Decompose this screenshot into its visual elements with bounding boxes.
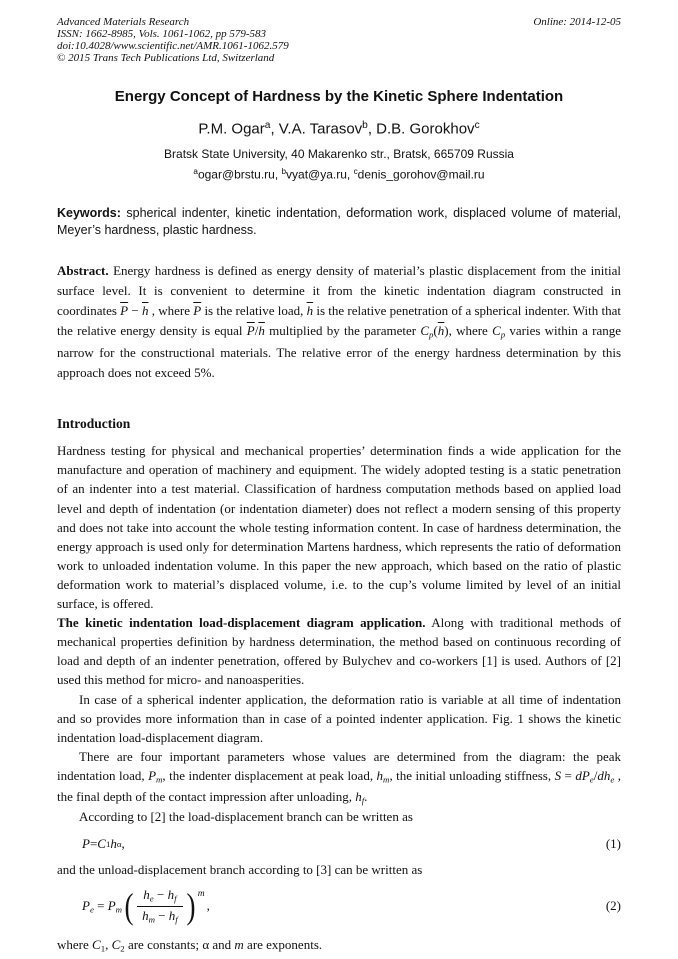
text-segment: where [57, 937, 93, 953]
text-segment: C [420, 323, 429, 339]
close-paren-glyph: ) [186, 886, 196, 926]
text-segment: ), where [444, 323, 493, 339]
text-segment: α [116, 839, 122, 850]
text-segment: are constants; α and [124, 937, 235, 953]
keywords-paragraph [57, 205, 621, 240]
text-segment: 1 [100, 943, 106, 954]
text-segment: m [148, 914, 155, 925]
text-segment: / [593, 768, 598, 784]
text-segment: h [142, 907, 149, 923]
text-segment: c [474, 120, 480, 131]
text-segment: P [107, 897, 116, 913]
equation-2-body [57, 887, 210, 925]
text-segment: h [110, 836, 117, 852]
text-segment: ogar@brstu.ru, [197, 167, 282, 182]
text-segment: , [121, 836, 125, 852]
text-segment: e [89, 904, 94, 915]
text-segment: − [153, 887, 168, 903]
text-segment: e [149, 893, 154, 904]
text-segment: $\overline{P}$ [246, 323, 255, 339]
journal-info-block [57, 16, 289, 64]
text-segment: f [175, 914, 178, 925]
text-segment: are exponents. [243, 937, 323, 953]
open-paren-glyph: ( [124, 886, 134, 926]
text-segment: Abstract. [57, 262, 109, 278]
text-segment: , V.A. Tarasov [270, 120, 363, 138]
text-segment: = [93, 897, 108, 913]
text-segment: C [492, 323, 501, 339]
text-segment: 1 [105, 839, 111, 850]
equation-2-fraction [137, 887, 183, 925]
text-segment: , the indenter displacement at peak load, [162, 768, 377, 784]
text-segment: e [610, 774, 615, 785]
text-segment: p [428, 329, 434, 340]
text-segment: is the relative load, [201, 303, 307, 319]
doi-line: doi:10.4028/www.scientific.net/AMR.1061-1062.579 [57, 40, 289, 52]
text-segment: c [353, 166, 358, 176]
text-segment: p [500, 329, 506, 340]
text-segment: . [364, 788, 368, 804]
fraction-numerator [137, 887, 183, 906]
four-parameters-paragraph [57, 747, 621, 807]
text-segment: f [174, 893, 177, 904]
text-segment: h [167, 887, 175, 903]
text-segment: $\overline{h}$ [258, 323, 265, 339]
text-segment: Along with traditional methods of mechanical properties definition by hardness determination, the method based on continuous recording of load and depth of an indenter penetration, offered by Bulychev and co-workers [1] is used. Authors of [2] used this method for micro- and nanoasperities. [57, 615, 621, 688]
according-paragraph: According to [2] the load-displacement branch can be written as [79, 808, 413, 824]
text-segment: ( [433, 323, 438, 339]
text-segment: − [128, 303, 142, 319]
text-segment: There are four important parameters whose values are determined from the diagram: the peak indentation load, [57, 748, 621, 784]
text-segment: m [234, 937, 244, 953]
journal-name: Advanced Materials Research [57, 16, 190, 28]
text-segment: P.M. Ogar [198, 120, 265, 138]
text-segment: S [554, 768, 562, 784]
text-segment: dP [575, 768, 590, 784]
text-segment: , where [148, 303, 194, 319]
text-segment: dh [597, 768, 611, 784]
text-segment: a [193, 166, 198, 176]
equation-1 [57, 836, 621, 852]
text-segment: $\overline{h}$ [306, 303, 314, 319]
text-segment: b [281, 166, 287, 176]
text-segment: , D.B. Gorokhov [367, 120, 475, 138]
text-segment: P [148, 768, 157, 784]
text-segment: C [97, 836, 106, 852]
text-segment: Keywords: [57, 206, 127, 221]
text-segment: denis_gorohov@mail.ru [357, 167, 485, 182]
kinetic-diagram-paragraph [57, 613, 621, 689]
fraction-denominator [137, 906, 183, 926]
equation-2 [57, 887, 621, 925]
equation-1-body [57, 836, 125, 852]
authors-line [57, 120, 621, 138]
copyright-line: © 2015 Trans Tech Publications Ltd, Switzerland [57, 52, 275, 64]
text-segment: Energy hardness is defined as energy density of material’s plastic displacement from the initial surface level. It is convenient to determine it from the kinetic indentation diagram constructed in coordinates [57, 262, 621, 319]
text-segment: m [156, 774, 163, 785]
issn-line: ISSN: 1662-8985, Vols. 1061-1062, pp 579-583 [57, 28, 266, 40]
text-segment: The kinetic indentation load-displacement diagram application. [57, 615, 426, 631]
text-segment: − [154, 907, 169, 923]
text-segment: , the initial unloading stiffness, [389, 768, 555, 784]
equation-1-number: (1) [605, 836, 621, 852]
text-segment: , [105, 937, 112, 953]
constants-paragraph [57, 935, 621, 955]
text-segment: spherical indenter, kinetic indentation, deformation work, displaced volume of material, Meyer’s hardness, plastic hardness. [57, 206, 621, 238]
text-segment: C [111, 937, 121, 953]
text-segment: P [82, 836, 90, 852]
unload-branch-paragraph: and the unload-displacement branch according to [3] can be written as [57, 862, 423, 878]
text-segment: $\overline{h}$ [437, 323, 445, 339]
text-segment: $\overline{P}$ [193, 303, 202, 319]
text-segment: is the relative penetration of a spherical indenter. With that the relative energy density is equal [57, 303, 621, 339]
text-segment: b [362, 120, 368, 131]
equation-2-exponent: m [197, 889, 205, 900]
text-segment: h [143, 887, 150, 903]
equation-2-tail: , [206, 898, 210, 914]
emails-line [57, 167, 621, 181]
equation-2-number: (2) [605, 898, 621, 914]
abstract-paragraph [57, 261, 621, 384]
text-segment: h [355, 788, 362, 804]
section-heading-introduction: Introduction [57, 416, 131, 432]
text-segment: h [376, 768, 384, 784]
text-segment: h [168, 907, 176, 923]
text-segment: vyat@ya.ru, [286, 167, 354, 182]
journal-header [57, 16, 621, 64]
text-segment: / [254, 323, 259, 339]
text-segment: multiplied by the parameter [264, 323, 421, 339]
text-segment: = [89, 836, 98, 852]
text-segment: C [92, 937, 101, 953]
text-segment: P [82, 897, 90, 913]
spherical-indenter-paragraph: In case of a spherical indenter application, the deformation ratio is variable at all time of indentation and so provides more information than in case of a pointed indenter application. Fig. 1 shows the kinetic indentation load-displacement diagram. [57, 691, 621, 745]
text-segment: a [264, 120, 271, 131]
text-segment: = [561, 768, 576, 784]
text-segment: $\overline{P}$ [120, 303, 129, 319]
text-segment: varies within a range narrow for the constructional materials. The relative error of the energy hardness determination by this approach does not exceed 5%. [57, 323, 621, 380]
text-segment: , the final depth of the contact impression after unloading, [57, 768, 621, 804]
page-title: Energy Concept of Hardness by the Kinetic Sphere Indentation [114, 88, 564, 105]
equation-2-lhs [82, 898, 122, 914]
text-segment: 2 [120, 943, 125, 954]
text-segment: f [361, 794, 365, 805]
intro-paragraph-hardness-testing: Hardness testing for physical and mechanical properties’ determination finds a wide application for the manufacture and operation of machinery and equipment. The widely adopted testing is a static penetration of an indenter into a test material. Classification of hardness computation methods based on applied load level and depth of indentation (or indentation diameter) does not reflect a modern sensing of this property and does not take into account the whole testing information content. In case of hardness determination, the energy approach is used only for determination Martens hardness, which represents the ratio of deformation work to unloaded indentation volume. In this paper the new approach, which based on the ratio of plastic deformation work to material’s displaced volume, i.e. to the cup’s volume limited by level of an initial surface, is offered. [57, 443, 621, 612]
text-segment: e [589, 774, 594, 785]
online-date: Online: 2014-12-05 [533, 16, 621, 28]
affiliation-line: Bratsk State University, 40 Makarenko str., Bratsk, 665709 Russia [164, 146, 514, 161]
text-segment: m [115, 904, 123, 915]
text-segment: m [383, 774, 390, 785]
text-segment: $\overline{h}$ [141, 303, 149, 319]
